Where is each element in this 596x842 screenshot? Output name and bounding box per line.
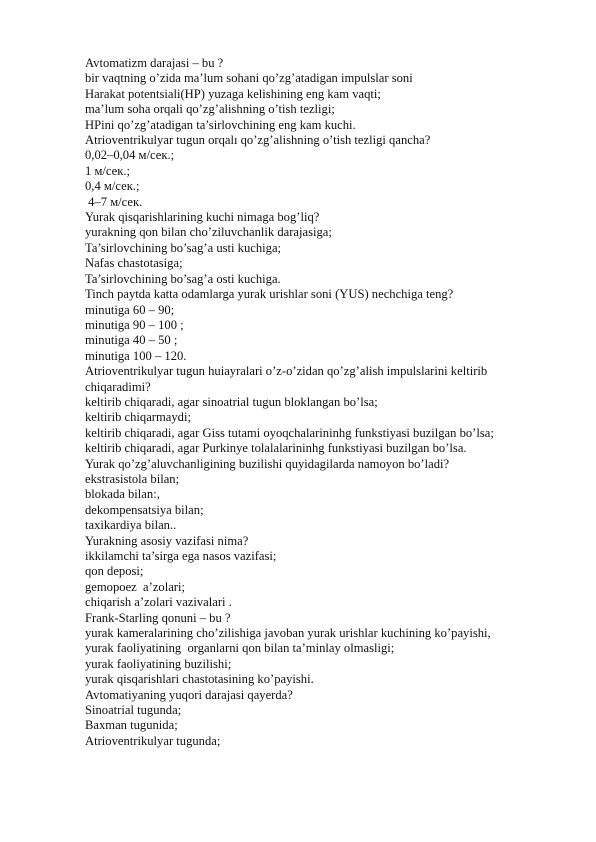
question-line: Yurakning asosiy vazifasi nima?: [85, 533, 249, 548]
answer-line: yurak qisqarishlari chastotasining ko’payishi.: [85, 672, 314, 687]
question-line: Atrioventrikulyar tugun huiayralari o’z-o’zidan qo’zg’alish impulslarini keltirib: [85, 364, 488, 379]
question-line: Avtomatiyaning yuqori darajasi qayerda?: [85, 687, 293, 702]
answer-line: minutiga 100 – 120.: [85, 348, 187, 363]
answer-line: minutiga 40 – 50 ;: [85, 333, 178, 348]
answer-line: yurak faoliyatining buzilishi;: [85, 656, 232, 671]
answer-line: yurakning qon bilan cho’ziluvchanlik darajasiga;: [85, 225, 332, 240]
document-page: [85, 56, 565, 749]
answer-line: HPini qo’zg’atadigan ta’sirlovchining eng kam kuchi.: [85, 117, 356, 132]
answer-line: minutiga 90 – 100 ;: [85, 317, 184, 332]
question-line: Avtomatizm darajasi – bu ?: [85, 56, 224, 70]
answer-line: chiqarish a’zolari vazivalari .: [85, 595, 232, 610]
question-line: Tinch paytda katta odamlarga yurak urishlar soni (YUS) nechchiga teng?: [85, 287, 454, 302]
question-line-continued: chiqaradimi?: [85, 379, 151, 394]
answer-line: Ta’sirlovchining bo’sag’a usti kuchiga;: [85, 240, 282, 255]
answer-line: dekompensatsiya bilan;: [85, 502, 204, 517]
answer-line: ekstrasistola bilan;: [85, 471, 180, 486]
answer-line: bir vaqtning o’zida ma’lum sohani qo’zg’atadigan impulslar soni: [85, 71, 413, 86]
answer-line: qon deposi;: [85, 564, 144, 579]
answer-line: 0,4 м/сек.;: [85, 179, 140, 194]
answer-line: gemopoez a’zolari;: [85, 579, 185, 594]
question-line: Yurak qo’zg’aluvchanligining buzilishi quyidagilarda namoyon bo’ladi?: [85, 456, 450, 471]
answer-line: 0,02–0,04 м/сек.;: [85, 148, 175, 163]
answer-line: Sinoatrial tugunda;: [85, 703, 182, 718]
answer-line: blokada bilan:,: [85, 487, 160, 502]
answer-line: minutiga 60 – 90;: [85, 302, 175, 317]
answer-line: 4–7 м/сек.: [85, 194, 143, 209]
answer-line: keltirib chiqaradi, agar Purkinye tolalalarininhg funkstiyasi buzilgan bo’lsa.: [85, 441, 467, 456]
answer-line: Harakat potentsiali(HP) yuzaga kelishining eng kam vaqti;: [85, 86, 381, 101]
answer-line: 1 м/сек.;: [85, 163, 131, 178]
answer-line: ikkilamchi ta’sirga ega nasos vazifasi;: [85, 549, 277, 563]
answer-line: Nafas chastotasiga;: [85, 256, 183, 271]
answer-line: Baxman tugunida;: [85, 718, 178, 733]
question-line: Frank-Starling qonuni – bu ?: [85, 610, 231, 625]
answer-line: yurak kameralarining cho’zilishiga javoban yurak urishlar kuchining ko’payishi,: [85, 626, 491, 641]
question-line: Atrioventrikulyar tugun orqalı qo’zg’alishning o’tish tezligi qancha?: [85, 133, 431, 148]
answer-line: taxikardiya bilan..: [85, 518, 177, 533]
question-line: Yurak qisqarishlarining kuchi nimaga bog’liq?: [85, 210, 320, 225]
answer-line: keltirib chiqarmaydi;: [85, 410, 191, 425]
answer-line: keltirib chiqaradi, agar Giss tutami oyoqchalarininhg funkstiyasi buzilgan bo’lsa;: [85, 425, 494, 440]
answer-line: Ta’sirlovchining bo’sag’a osti kuchiga.: [85, 271, 281, 286]
answer-line: ma’lum soha orqali qo’zg’alishning o’tish tezligi;: [85, 102, 335, 117]
answer-line: keltirib chiqaradi, agar sinoatrial tugun bloklangan bo’lsa;: [85, 394, 378, 409]
answer-line: Atrioventrikulyar tugunda;: [85, 733, 221, 748]
answer-line: yurak faoliyatining organlarni qon bilan ta’minlay olmasligi;: [85, 641, 395, 656]
